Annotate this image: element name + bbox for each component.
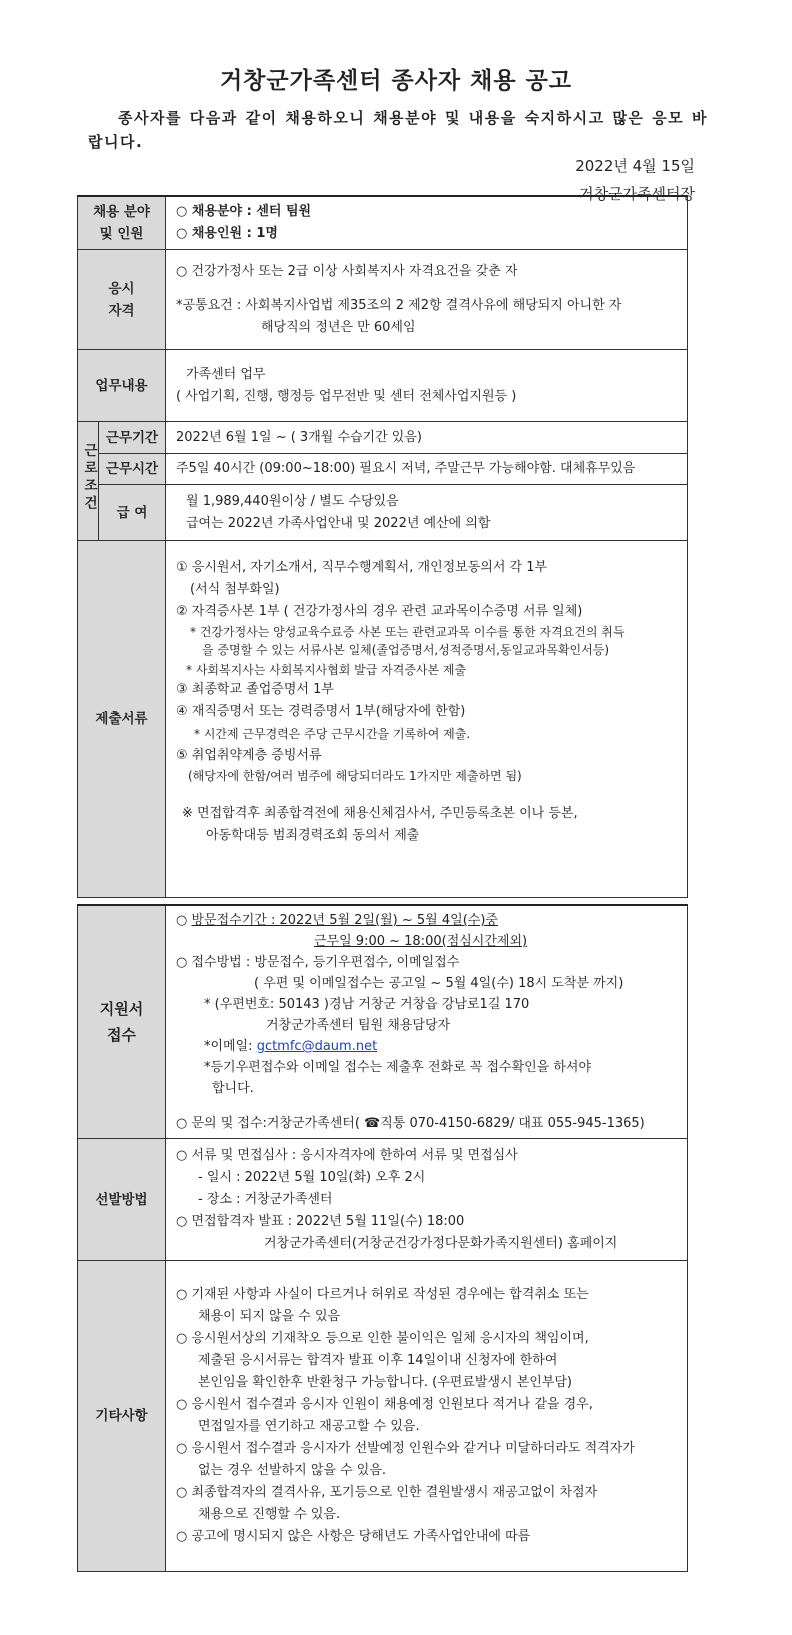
apply-row: [78, 905, 688, 1139]
etc-content: ○ 기재된 사항과 사실이 다르거나 허위로 작성된 경우에는 합격취소 또는 채용이 되지 않을 수 있음 ○ 응시원서상의 기재착오 등으로 인한 불이익은 일체 응시자의 책임이며, 제출된 응시서류는 합격자 발표 이후 14일이내 신청자에 한하여 본인임을 확인한후 반환청구 가능합니다. (우편료발생시 본인부담) ○ 응시원서 접수결과 응시자 인원이 채용예정 인원보다 적거나 같을 경우, 면접일자를 연기하고 재공고할 수 있음. ○ 응시원서 접수결과 응시자가 선발예정 인원수와 같거나 미달하더라도 적격자가 없는 경우 선발하지 않을 수 있음. ○ 최종합격자의 결격사유, 포기등으로 인한 결원발생시 재공고없이 차점자 채용으로 진행할 수 있음. ○ 공고에 명시되지 않은 사항은 당해년도 가족사업안내에 따름: [166, 1261, 688, 1572]
apply-content: ○ 방문접수기간 : 2022년 5월 2일(월) ~ 5월 4일(수)중 근무일 9:00 ~ 18:00(점심시간제외) ○ 접수방법 : 방문접수, 등기우편접수, 이메일접수 ( 우편 및 이메일접수는 공고일 ~ 5월 4일(수) 18시 도착분 까지) * (우편번호: 50143 )경남 거창군 거창읍 강남로1길 170 거창군가족센터 팀원 채용담당자 *이메일: gctmfc@daum.net *등기우편접수와 이메일 접수는 제출후 전화로 꼭 접수확인을 하셔야 합니다. ○ 문의 및 접수:거창군가족센터( ☎직통 070-4150-6829/ 대표 055-945-1365): [166, 905, 688, 1139]
pay-row: [78, 485, 688, 541]
conditions-group-label: 근로조건: [78, 422, 99, 541]
period-value: 2022년 6월 1일 ~ ( 3개월 수습기간 있음): [166, 422, 688, 454]
period-label: 근무기간: [99, 422, 166, 454]
recruit-row: [78, 196, 688, 250]
etc-label: 기타사항: [78, 1261, 166, 1572]
hours-row: [78, 454, 688, 485]
documents-row: [78, 541, 688, 898]
period-row: [78, 422, 688, 454]
qualify-label: 응시 자격: [78, 250, 166, 350]
documents-content: ① 응시원서, 자기소개서, 직무수행계획서, 개인정보동의서 각 1부 (서식 첨부화일) ② 자격증사본 1부 ( 건강가정사의 경우 관련 교과목이수증명 서류 일체) * 건강가정사는 양성교육수료증 사본 또는 관련교과목 이수를 통한 자격요건의 취득 을 증명할 수 있는 서류사본 일체(졸업증명서,성적증명서,동일교과목확인서등) * 사회복지사는 사회복지사협회 발급 자격증사본 제출 ③ 최종학교 졸업증명서 1부 ④ 재직증명서 또는 경력증명서 1부(해당자에 한함) * 시간제 근무경력은 주당 근무시간을 기록하여 제출. ⑤ 취업취약계층 증빙서류 (해당자에 한함/여러 범주에 해당되더라도 1가지만 제출하면 됨) ※ 면접합격후 최종합격전에 채용신체검사서, 주민등록초본 이나 등본, 아동학대등 범죄경력조회 동의서 제출: [166, 541, 688, 898]
hours-label: 근무시간: [99, 454, 166, 485]
documents-label: 제출서류: [78, 541, 166, 898]
apply-label: 지원서 접수: [78, 905, 166, 1139]
recruitment-table: [77, 195, 688, 898]
application-table: [77, 904, 688, 1572]
selection-content: ○ 서류 및 면접심사 : 응시자격자에 한하여 서류 및 면접심사 - 일시 : 2022년 5월 10일(화) 오후 2시 - 장소 : 거창군가족센터 ○ 면접합격자 발표 : 2022년 5월 11일(수) 18:00 거창군가족센터(거창군건강가정다문화가족지원센터) 홈페이지: [166, 1139, 688, 1261]
qualify-row: [78, 250, 688, 350]
hours-value: 주5일 40시간 (09:00~18:00) 필요시 저녁, 주말근무 가능해야함. 대체휴무있음: [166, 454, 688, 485]
etc-row: [78, 1261, 688, 1572]
notice-date: 2022년 4월 15일: [575, 157, 695, 175]
duty-row: [78, 350, 688, 422]
intro-text: 종사자를 다음과 같이 채용하오니 채용분야 및 내용을 숙지하시고 많은 응모 바랍니다.: [88, 109, 708, 151]
recruit-label: 채용 분야 및 인원: [78, 196, 166, 250]
pay-value: 월 1,989,440원이상 / 별도 수당있음 급여는 2022년 가족사업안내 및 2022년 예산에 의함: [166, 485, 688, 541]
duty-label: 업무내용: [78, 350, 166, 422]
recruit-content: ○ 채용분야 : 센터 팀원 ○ 채용인원 : 1명: [166, 196, 688, 250]
selection-label: 선발방법: [78, 1139, 166, 1261]
pay-label: 급 여: [99, 485, 166, 541]
page-title: 거창군가족센터 종사자 채용 공고: [219, 68, 573, 94]
duty-content: 가족센터 업무 ( 사업기획, 진행, 행정등 업무전반 및 센터 전체사업지원등 ): [166, 350, 688, 422]
email-link[interactable]: gctmfc@daum.net: [256, 1039, 378, 1054]
selection-row: [78, 1139, 688, 1261]
issuer-name: 거창군가족센터장: [579, 185, 695, 203]
apply-period: 방문접수기간 : 2022년 5월 2일(월) ~ 5월 4일(수)중: [191, 913, 498, 928]
qualify-content: ○ 건강가정사 또는 2급 이상 사회복지사 자격요건을 갖춘 자 *공통요건 : 사회복지사업법 제35조의 2 제2항 결격사유에 해당되지 아니한 자 해당직의 정년은 만 60세임: [166, 250, 688, 350]
